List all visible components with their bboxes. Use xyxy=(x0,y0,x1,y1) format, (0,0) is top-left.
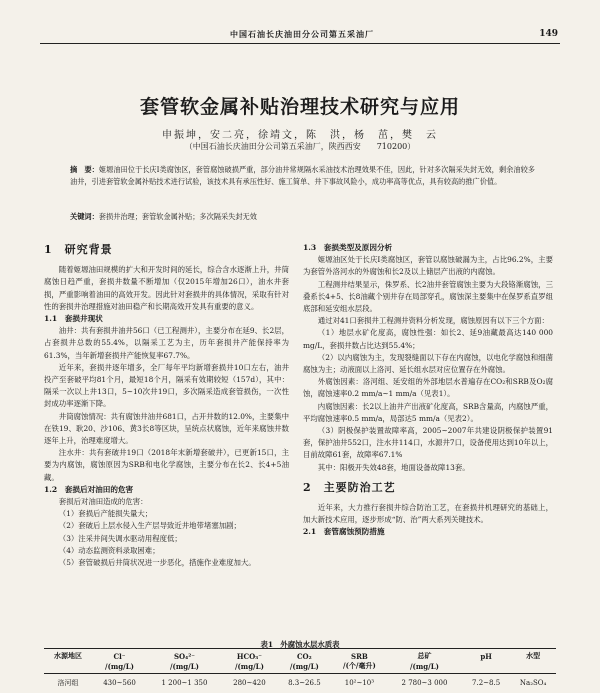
subsection-heading: 1.1 套损井现状 xyxy=(44,314,103,324)
column-header: CO₂ xyxy=(277,649,332,662)
column-header: 水型 xyxy=(510,649,556,662)
table-cell: 430~560 xyxy=(103,679,136,687)
subsection-heading: 1.2 套损后对油田的危害 xyxy=(44,484,134,494)
list-item: 外腐蚀因素：洛河组、延安组的外部地层水普遍存在CO₂和SRB及O₂腐蚀，腐蚀速率0.2 mm/a~1 mm/a（见表1）。 xyxy=(303,377,553,399)
paragraph: 近年来，大力推行套损井综合防治工艺，在套损井机理研究的基础上，加大新技术应用，逐步形成“防、治”两大系列关键技术。 xyxy=(303,503,553,525)
table-cell: 1 200~1 350 xyxy=(161,679,208,687)
paragraph: 随着姬塬油田规模的扩大和开发时间的延长，综合含水逐渐上升，井筒腐蚀日趋严重，套损井数量不断增加（仅2015年增加26口），油水井套损，严重影响着油田的高效开发。因此针对套损井的具体情况，采取有针对性的套损井治理措施对油田稳产和长期高效开发具有重要的意义。 xyxy=(44,265,289,311)
abstract xyxy=(70,164,535,188)
list-item: 其中：阳极开失效48套，地面设备故障13套。 xyxy=(317,462,470,472)
paragraph: 套损后对油田造成的危害： xyxy=(58,497,148,507)
column-unit xyxy=(44,661,92,674)
paragraph: 工程测井结果显示，侏罗系、长2油井套管腐蚀主要为大段铬渐腐蚀，三叠系长4+5、长8油藏个别井存在局部穿孔，腐蚀深主要集中在保罗系直罗组底部和延安组水层段。 xyxy=(303,279,553,314)
journal-name: 中国石油长庆油田分公司第五采油厂 xyxy=(230,29,374,39)
column-unit xyxy=(462,661,510,674)
paper-title: 套管软金属补贴治理技术研究与应用 xyxy=(139,96,460,118)
column-unit: /(mg/L) xyxy=(92,661,147,674)
table-unit-row xyxy=(44,661,556,674)
list-item: （2）套破后上层水侵入生产层导致近井地带堵塞加剧； xyxy=(58,521,241,531)
right-column xyxy=(303,242,553,539)
section-heading: 2 主要防治工艺 xyxy=(303,480,396,494)
paragraph: 通过对41口套损井工程测井资料分析发现，腐蚀原因有以下三个方面： xyxy=(317,316,549,326)
table-header-row xyxy=(44,649,556,662)
page-number: 149 xyxy=(539,29,558,39)
table-cell: 280~420 xyxy=(233,679,266,687)
column-unit: /(mg/L) xyxy=(387,661,462,674)
list-item: （3）注采井间失调水驱动用程度低； xyxy=(58,533,182,543)
abstract-label: 摘 要： xyxy=(70,165,99,174)
column-unit: /(mg/L) xyxy=(222,661,277,674)
column-header: HCO₃⁻ xyxy=(222,649,277,662)
column-header: pH xyxy=(462,649,510,662)
paragraph: 注水井：共有套破井19口（2018年末新增套破井），已更新15口，主要为内腐蚀，腐蚀原因为SRB和电化学腐蚀，主要分布在长2、长4+5油藏。 xyxy=(44,448,289,482)
column-header: Cl⁻ xyxy=(92,649,147,662)
list-item: （2）以内腐蚀为主，发现裂缝面以下存在内腐蚀，以电化学腐蚀和细菌腐蚀为主；动液面以上洛河、延长组水层对应位置存在外腐蚀。 xyxy=(303,352,553,375)
left-column xyxy=(44,242,289,569)
subsection-heading: 1.3 套损类型及原因分析 xyxy=(303,243,393,252)
water-quality-table xyxy=(44,648,556,688)
table-cell: 10²~10³ xyxy=(344,679,375,687)
keywords xyxy=(70,212,535,222)
paragraph: 井筒腐蚀情况：共有腐蚀井油井681口，占开井数的12.0%，主要集中在铁19、耿20、沙106、黄3长8等区块，呈统点状腐蚀，近年来腐蚀井数逐年上升，治理难度增大。 xyxy=(44,411,289,446)
paragraph: 姬塬油区处于长庆Ⅰ类腐蚀区，套管以腐蚀破漏为主，占比96.2%，主要为套管外洛河水的外腐蚀和长2及以上储层产出液的内腐蚀。 xyxy=(303,255,553,277)
column-unit: /(mg/L) xyxy=(277,661,332,674)
list-item: 内腐蚀因素：长2以上油井产出液矿化度高，SRB含量高，内腐蚀严重，平均腐蚀速率0.5 mm/a，局部达5 mm/a（见表2）。 xyxy=(303,401,553,423)
subsection-heading: 2.1 套管腐蚀预防措施 xyxy=(303,527,385,537)
running-header xyxy=(40,29,560,44)
paragraph: 油井：共有套损井油井56口（已工程测井），主要分布在延9、长2层，占套损井总数的55.4%，以隔采工艺为主，历年套损井产能保持率为61.3%，当年新增套损井产能恢复率67.7%。 xyxy=(44,326,289,360)
column-header: SRB xyxy=(332,649,387,662)
table-cell: 洛河组 xyxy=(57,679,79,687)
list-item: （3）阴极保护装置故障率高，2005~2007年共建设阴极保护装置91套，保护油井552口，注水井114口，水源井7口，设备使用达到10年以上，目前故障61套，故障率67.1% xyxy=(303,426,553,460)
abstract-text: 姬塬油田位于长庆Ⅰ类腐蚀区，套管腐蚀破损严重，部分油井常规隔水采油技术治理效果不佳，因此，针对多次隔采失封无效，剩余油较多油井，引进套管软金属补贴技术进行试验，该技术具有承压性好、施工简单、井下事故风险小，成功率高等优点，具有较高的推广价值。 xyxy=(70,165,535,186)
table-cell: 8.3~26.5 xyxy=(288,679,321,687)
table-cell: Na₂SO₄ xyxy=(519,679,547,687)
keywords-text: 套损井治理；套管软金属补贴；多次隔采失封无效 xyxy=(98,212,257,221)
author-list: 申振坤，安二亮，徐靖文，陈 洪，杨 茁，樊 云 xyxy=(162,130,438,141)
list-item: （5）套管破损后井筒状况进一步恶化，措施作业难度加大。 xyxy=(58,558,256,568)
keywords-label: 关键词： xyxy=(70,212,99,221)
list-item: （1）套损后产能损失量大； xyxy=(58,509,153,519)
column-unit: /(个/毫升) xyxy=(332,661,387,674)
column-header: SO₄²⁻ xyxy=(147,649,222,662)
paragraph: 近年来，套损井逐年增多，全厂每年平均新增套损井10口左右，油井投产至套破平均81个月，最短18个月，隔采有效期较短（157d），其中：隔采一次以上井13口，5~10次井19口，多次隔采造成套管损伤，一次性封成功率逐渐下降。 xyxy=(44,362,289,409)
table-caption: 表1 外腐蚀水层水质表 xyxy=(260,640,340,649)
column-unit xyxy=(510,661,556,674)
list-item: （4）动态监测资料录取困难； xyxy=(58,545,160,555)
affiliation: （中国石油长庆油田分公司第五采油厂，陕西西安 710200） xyxy=(184,142,416,151)
column-header: 水源地区 xyxy=(44,649,92,662)
column-unit: /(mg/L) xyxy=(147,661,222,674)
list-item: （1）地层水矿化度高，腐蚀性强：如长2、延9油藏最高达140 000 mg/L，套损井数占比达到55.4%； xyxy=(303,328,553,350)
column-header: 总矿 xyxy=(387,649,462,662)
section-heading: 1 研究背景 xyxy=(44,243,113,256)
table-row xyxy=(44,674,556,689)
table-cell: 7.2~8.5 xyxy=(472,679,501,687)
table-cell: 2 780~3 000 xyxy=(401,679,448,687)
